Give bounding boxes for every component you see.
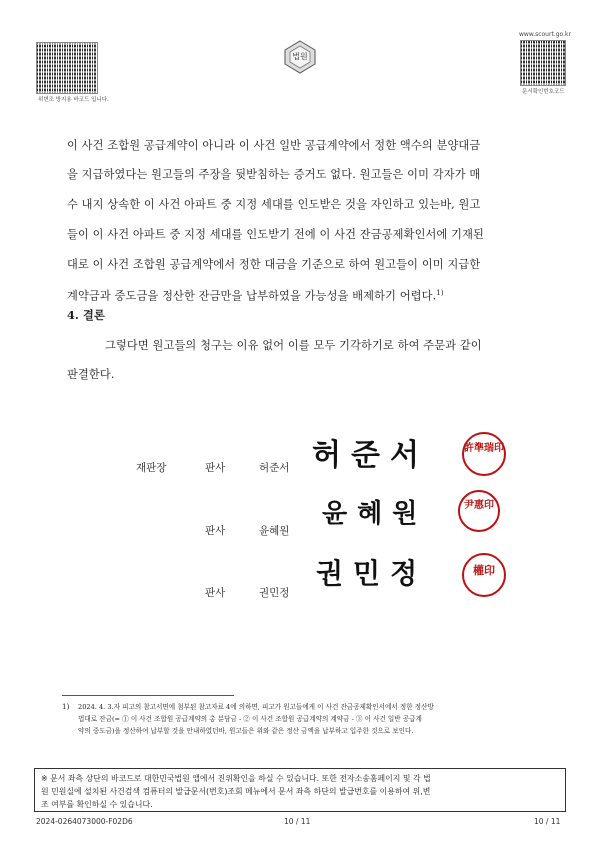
judge-title: 판사: [205, 587, 226, 599]
footnote-line: 2024. 4. 3.자 피고의 참고서면에 첨부된 참고자료 4에 의하면, 피고가 원고들에게 이 사건 잔금공제확인서에서 정한 정산방: [78, 703, 434, 711]
body-line: 이 사건 조합원 공급계약이 아니라 이 사건 일반 공급계약에서 정한 액수의 분양대금: [67, 139, 481, 152]
right-qr-code: [520, 40, 566, 86]
body-line-last: [67, 279, 444, 311]
right-barcode-caption: 문서확인번호코드: [522, 89, 565, 95]
judge-name: 허준서: [259, 462, 290, 474]
conclusion-line: 판결한다.: [67, 368, 115, 381]
footnote-marker: 1): [62, 702, 70, 711]
judge-role: 재판장: [136, 462, 167, 474]
footnote-line: 약의 중도금)을 정산하여 납부할 것을 안내하였던바, 원고들은 위와 같은 정산 금액을 납부하고 입주한 것으로 보인다.: [78, 727, 414, 735]
verification-notice: [34, 768, 566, 812]
emblem-text: 법원: [292, 52, 308, 61]
judge-title: 판사: [205, 462, 226, 474]
issue-number: 2024-0264073000-F02D6: [36, 817, 133, 826]
judge-signature: 허준서: [312, 438, 429, 473]
judge-title: 판사: [205, 525, 226, 537]
page-number-right: 10 / 11: [534, 817, 561, 826]
notice-line: 원 민원실에 설치된 사건검색 컴퓨터의 발급문서(번호)조회 메뉴에서 문서 좌측 하단의 발급번호를 이용하여 위,변: [41, 787, 431, 796]
notice-line: 조 여부를 확인하실 수 있습니다.: [41, 800, 153, 809]
judge-seal: 許準瑞印: [462, 432, 506, 476]
footnote-divider: [62, 695, 234, 696]
body-line: 을 지급하였다는 원고들의 주장을 뒷받침하는 증거도 없다. 원고들은 이미 각자가 매: [67, 168, 481, 181]
court-url: www.scourt.go.kr: [519, 31, 571, 38]
conclusion-line: 그렇다면 원고들의 청구는 이유 없어 이를 모두 기각하기로 하여 주문과 같이: [105, 339, 482, 352]
body-line: 수 내지 상속한 이 사건 아파트 중 지정 세대를 인도받은 것을 자인하고 있는바, 원고: [67, 198, 481, 211]
left-barcode: [36, 42, 98, 94]
judge-name: 권민정: [259, 587, 290, 599]
judge-seal: 權印: [462, 553, 506, 597]
body-line: 들이 이 사건 아파트 중 지정 세대를 인도받기 전에 이 사건 잔금공제확인서에 기재된: [67, 228, 485, 241]
body-line-text: 계약금과 중도금을 정산한 잔금만을 납부하였을 가능성을 배제하기 어렵다.: [67, 289, 437, 303]
left-barcode-caption: 위변조 방지용 바코드 입니다.: [38, 97, 109, 103]
judge-signature: 권민정: [316, 557, 428, 590]
footnote-line: 법대로 잔금(= ① 이 사건 조합원 공급계약의 총 분담금 - ② 이 사건 조합원 공급계약의 계약금 - ③ 이 사건 일반 공급계: [78, 715, 422, 723]
section-title: 4. 결론: [67, 308, 105, 322]
body-line: 대로 이 사건 조합원 공급계약에서 정한 대금을 기준으로 하여 원고들이 이미 지급한: [67, 258, 481, 271]
notice-line: ※ 문서 좌측 상단의 바코드로 대한민국법원 앱에서 진위확인을 하실 수 있습니다. 또한 전자소송홈페이지 및 각 법: [41, 774, 431, 783]
judge-signature: 윤혜원: [322, 499, 428, 529]
court-emblem: [283, 40, 317, 74]
footnote-ref: 1): [436, 289, 444, 297]
judge-name: 윤혜원: [259, 525, 290, 537]
page-number-center: 10 / 11: [284, 817, 311, 826]
judge-seal: 尹惠印: [458, 490, 500, 532]
